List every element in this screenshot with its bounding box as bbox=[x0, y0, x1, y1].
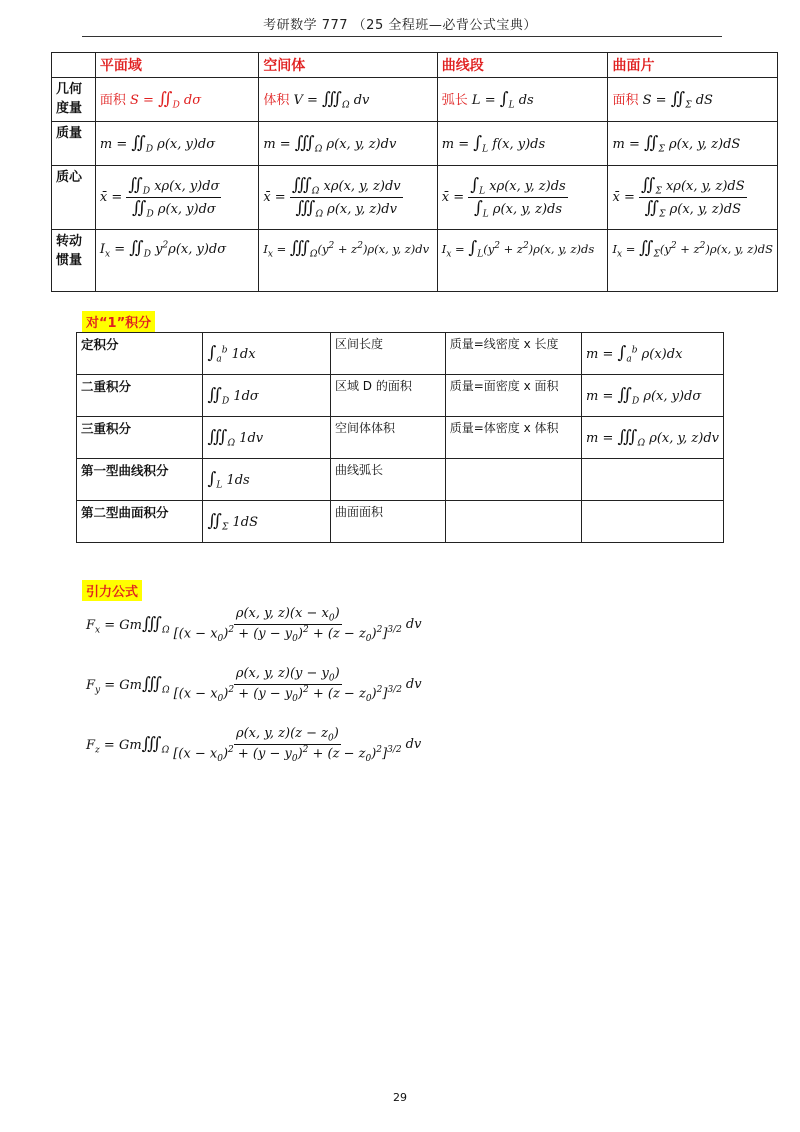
integral-meaning: 区域 D 的面积 bbox=[330, 375, 445, 417]
integral-meaning: 曲线弧长 bbox=[330, 459, 445, 501]
cell-mass-surface bbox=[608, 122, 778, 166]
cell-mass-curve bbox=[437, 122, 608, 166]
inertia-surface-formula: $I_x$ = $∬_\Sigma(y^2 + z^2)\rho(x$, y, z)dS bbox=[612, 238, 773, 260]
row-moment-of-inertia bbox=[52, 230, 778, 292]
integral-name: 三重积分 bbox=[77, 417, 203, 459]
integral-mass bbox=[582, 375, 724, 417]
integral-mass bbox=[582, 333, 724, 375]
integral-expression bbox=[203, 459, 331, 501]
cell-area-surface bbox=[608, 78, 778, 122]
integral-expression bbox=[203, 417, 331, 459]
cell-inertia-planar bbox=[95, 230, 258, 292]
cell-centroid-solid bbox=[259, 166, 437, 230]
col-header-curve: 曲线段 bbox=[437, 53, 608, 78]
integral-physics: 质量=体密度 x 体积 bbox=[445, 417, 581, 459]
integral-physics: 质量=线密度 x 长度 bbox=[445, 333, 581, 375]
integral-meaning: 空间体体积 bbox=[330, 417, 445, 459]
cell-inertia-surface bbox=[608, 230, 778, 292]
section-title-integral-of-one: 对“1”积分 bbox=[82, 311, 155, 332]
inertia-solid-formula: $I_x$ = $∭_\Omega(y^2 + z^2)\rho(x$, y, z)dv bbox=[263, 238, 430, 260]
integral-expression bbox=[203, 333, 331, 375]
row-label: 质量 bbox=[52, 122, 96, 166]
table-row bbox=[77, 417, 724, 459]
inertia-curve-formula: $I_x = \int_L(y^2 + z^2)\rho(x$, y, z)ds bbox=[441, 238, 595, 260]
integral-name: 定积分 bbox=[77, 333, 203, 375]
corner-cell bbox=[52, 53, 96, 78]
row-label: 质心 bbox=[52, 166, 96, 230]
integral-meaning: 区间长度 bbox=[330, 333, 445, 375]
volume-formula: 体积 $V = ∭_\Omega$ dv bbox=[263, 88, 370, 111]
definite-integral-formula: $\int_a^b$ 1dx bbox=[207, 342, 256, 365]
integral-expression bbox=[203, 501, 331, 543]
table-row bbox=[77, 333, 724, 375]
table-row bbox=[77, 459, 724, 501]
gravity-formula-x: $F_x$ = $Gm∭_\Omega$ $\frac{\rho(x, y, z)(x - x_0)}{[(x - x_0)^2 + (y - y_0)^2 + (z - z_0)^2]^{3/2}}$ dv bbox=[86, 606, 422, 644]
integral-expression bbox=[203, 375, 331, 417]
cell-mass-solid bbox=[259, 122, 437, 166]
mass-area-formula: $m = ∬_D$ ρ(x, y)dσ bbox=[586, 384, 702, 407]
arc-length-formula: 弧长 $L = \int_L$ ds bbox=[441, 88, 534, 111]
integral-name: 第二型曲面积分 bbox=[77, 501, 203, 543]
area-planar-formula: 面积 $S = ∬_D$ dσ bbox=[99, 88, 202, 111]
integral-of-one-table bbox=[76, 332, 724, 543]
mass-volume-formula: $m = ∭_\Omega$ ρ(x, y, z)dv bbox=[586, 426, 719, 449]
applications-table bbox=[51, 52, 778, 292]
row-label: 几何度量 bbox=[52, 78, 96, 122]
cell-mass-planar bbox=[95, 122, 258, 166]
cell-inertia-solid bbox=[259, 230, 437, 292]
table-row bbox=[77, 501, 724, 543]
cell-inertia-curve bbox=[437, 230, 608, 292]
header-rule bbox=[82, 36, 722, 37]
centroid-solid-formula: x̄ = $\frac{∭_\Omega x\rho(x, y, z)dv}{∭_\Omega \rho(x, y, z)dv}$ bbox=[263, 175, 401, 220]
cell-arc-length bbox=[437, 78, 608, 122]
mass-planar-formula: $m = ∬_D$ ρ(x, y)dσ bbox=[99, 132, 216, 155]
inertia-planar-formula: $I_x$ = $∬_D$ $y^2\rho(x$, y)dσ bbox=[99, 238, 227, 260]
cell-centroid-surface bbox=[608, 166, 778, 230]
mass-curve-formula: $m = \int_L$ f(x, y)ds bbox=[441, 132, 546, 155]
cell-centroid-planar bbox=[95, 166, 258, 230]
integral-name: 二重积分 bbox=[77, 375, 203, 417]
row-geometric-measure bbox=[52, 78, 778, 122]
mass-surface-formula: $m = ∬_\Sigma$ ρ(x, y, z)dS bbox=[612, 132, 741, 155]
col-header-planar: 平面域 bbox=[95, 53, 258, 78]
page-header: 考研数学 777 （25 全程班—必背公式宝典） bbox=[263, 18, 537, 33]
integral-name: 第一型曲线积分 bbox=[77, 459, 203, 501]
integral-mass bbox=[582, 459, 724, 501]
triple-integral-formula: $∭_\Omega$ 1dv bbox=[207, 426, 264, 449]
integral-physics bbox=[445, 459, 581, 501]
gravity-formula-y: $F_y$ = $Gm∭_\Omega$ $\frac{\rho(x, y, z)(y - y_0)}{[(x - x_0)^2 + (y - y_0)^2 + (z - z_0)^2]^{3/2}}$ dv bbox=[86, 666, 422, 704]
integral-mass bbox=[582, 501, 724, 543]
cell-centroid-curve bbox=[437, 166, 608, 230]
area-surface-formula: 面积 $S = ∬_\Sigma$ dS bbox=[612, 88, 713, 111]
surface-integral-formula: $∬_\Sigma$ 1dS bbox=[207, 510, 258, 533]
page-number: 29 bbox=[393, 1091, 407, 1104]
section-title-gravity: 引力公式 bbox=[82, 580, 142, 601]
integral-meaning: 曲面面积 bbox=[330, 501, 445, 543]
integral-mass bbox=[582, 417, 724, 459]
cell-area-planar bbox=[95, 78, 258, 122]
line-integral-formula: $\int_L$ 1ds bbox=[207, 468, 250, 491]
cell-volume bbox=[259, 78, 437, 122]
centroid-curve-formula: x̄ = $\frac{\int_L x\rho(x, y, z)ds}{\int_L \rho(x, y, z)ds}$ bbox=[441, 175, 566, 220]
integral-physics bbox=[445, 501, 581, 543]
gravity-formula-z: $F_z$ = $Gm∭_\Omega$ $\frac{\rho(x, y, z)(z - z_0)}{[(x - x_0)^2 + (y - y_0)^2 + (z - z_0)^2]^{3/2}}$ dv bbox=[86, 726, 422, 764]
row-centroid bbox=[52, 166, 778, 230]
col-header-solid: 空间体 bbox=[259, 53, 437, 78]
double-integral-formula: $∬_D$ 1dσ bbox=[207, 384, 259, 407]
centroid-planar-formula: x̄ = $\frac{∬_D x\rho(x, y)d\sigma}{∬_D \rho(x, y)d\sigma}$ bbox=[99, 175, 220, 220]
row-label: 转动惯量 bbox=[52, 230, 96, 292]
mass-solid-formula: $m = ∭_\Omega$ ρ(x, y, z)dv bbox=[263, 132, 397, 155]
centroid-surface-formula: x̄ = $\frac{∬_\Sigma x\rho(x, y, z)dS}{∬_\Sigma \rho(x, y, z)dS}$ bbox=[612, 175, 745, 220]
integral-physics: 质量=面密度 x 面积 bbox=[445, 375, 581, 417]
mass-line-formula: $m = \int_a^b$ ρ(x)dx bbox=[586, 342, 683, 365]
row-mass bbox=[52, 122, 778, 166]
table-row bbox=[77, 375, 724, 417]
col-header-surface: 曲面片 bbox=[608, 53, 778, 78]
